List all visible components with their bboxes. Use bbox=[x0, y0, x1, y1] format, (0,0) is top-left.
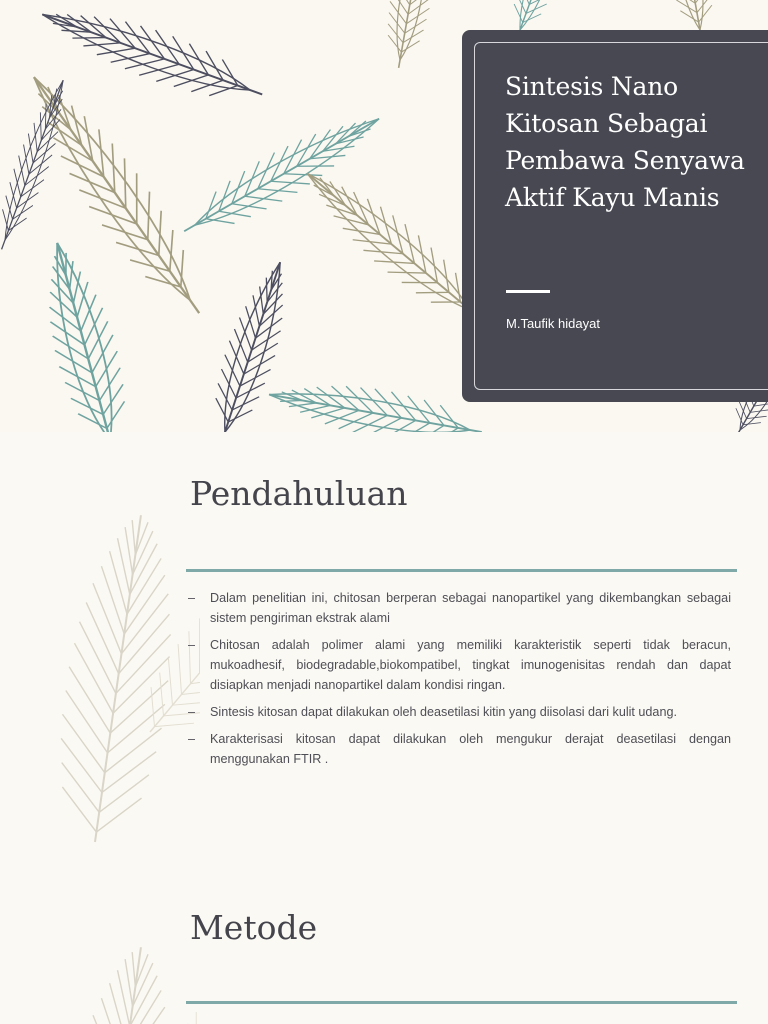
feather-slate-bottom bbox=[199, 255, 303, 432]
feather-teal-top bbox=[173, 99, 391, 251]
heading-divider bbox=[186, 569, 737, 572]
title-slide bbox=[0, 0, 768, 432]
bullet-dash: – bbox=[188, 705, 196, 719]
feather-teal-bottom-center bbox=[265, 371, 486, 432]
title-underline bbox=[506, 290, 550, 293]
feather-khaki-left bbox=[10, 61, 223, 330]
bullet-dash: – bbox=[188, 638, 196, 652]
feather-khaki-top bbox=[379, 0, 443, 71]
feather-slate-far-left bbox=[0, 75, 78, 255]
bullet-dash: – bbox=[188, 732, 196, 746]
feather-slate-top bbox=[34, 0, 270, 117]
background-feather-illustration bbox=[0, 864, 200, 1024]
feather-teal-bottom-left bbox=[28, 235, 142, 432]
bullet-list bbox=[188, 588, 731, 776]
bullet-item: – Karakterisasi kitosan dapat dilakukan oleh mengukur derajat deasetilasi dengan menggunakan FTIR . bbox=[188, 729, 731, 769]
method-slide bbox=[0, 864, 768, 1024]
bullet-item: – Chitosan adalah polimer alami yang memiliki karakteristik seperti tidak beracun, mukoadhesif, biodegradable,biokompatibel, tingkat imunogenisitas rendah dan dapat disiapkan menjadi nanopartikel dalam kondisi ringan. bbox=[188, 635, 731, 695]
presentation-title: Sintesis Nano Kitosan Sebagai Pembawa Senyawa Aktif Kayu Manis bbox=[505, 72, 745, 212]
bullet-item: – Sintesis kitosan dapat dilakukan oleh deasetilasi kitin yang diisolasi dari kulit udang. bbox=[188, 702, 731, 722]
heading-divider bbox=[186, 1001, 737, 1004]
author-name: M.Taufik hidayat bbox=[506, 316, 600, 331]
bullet-dash: – bbox=[188, 591, 196, 605]
section-heading-pendahuluan: Pendahuluan bbox=[190, 474, 408, 513]
introduction-slide bbox=[0, 432, 768, 864]
section-heading-metode: Metode bbox=[190, 908, 318, 947]
bullet-item: – Dalam penelitian ini, chitosan berperan sebagai nanopartikel yang dikembangkan sebagai sistem pengiriman ekstrak alami bbox=[188, 588, 731, 628]
background-feather-illustration bbox=[0, 432, 200, 864]
